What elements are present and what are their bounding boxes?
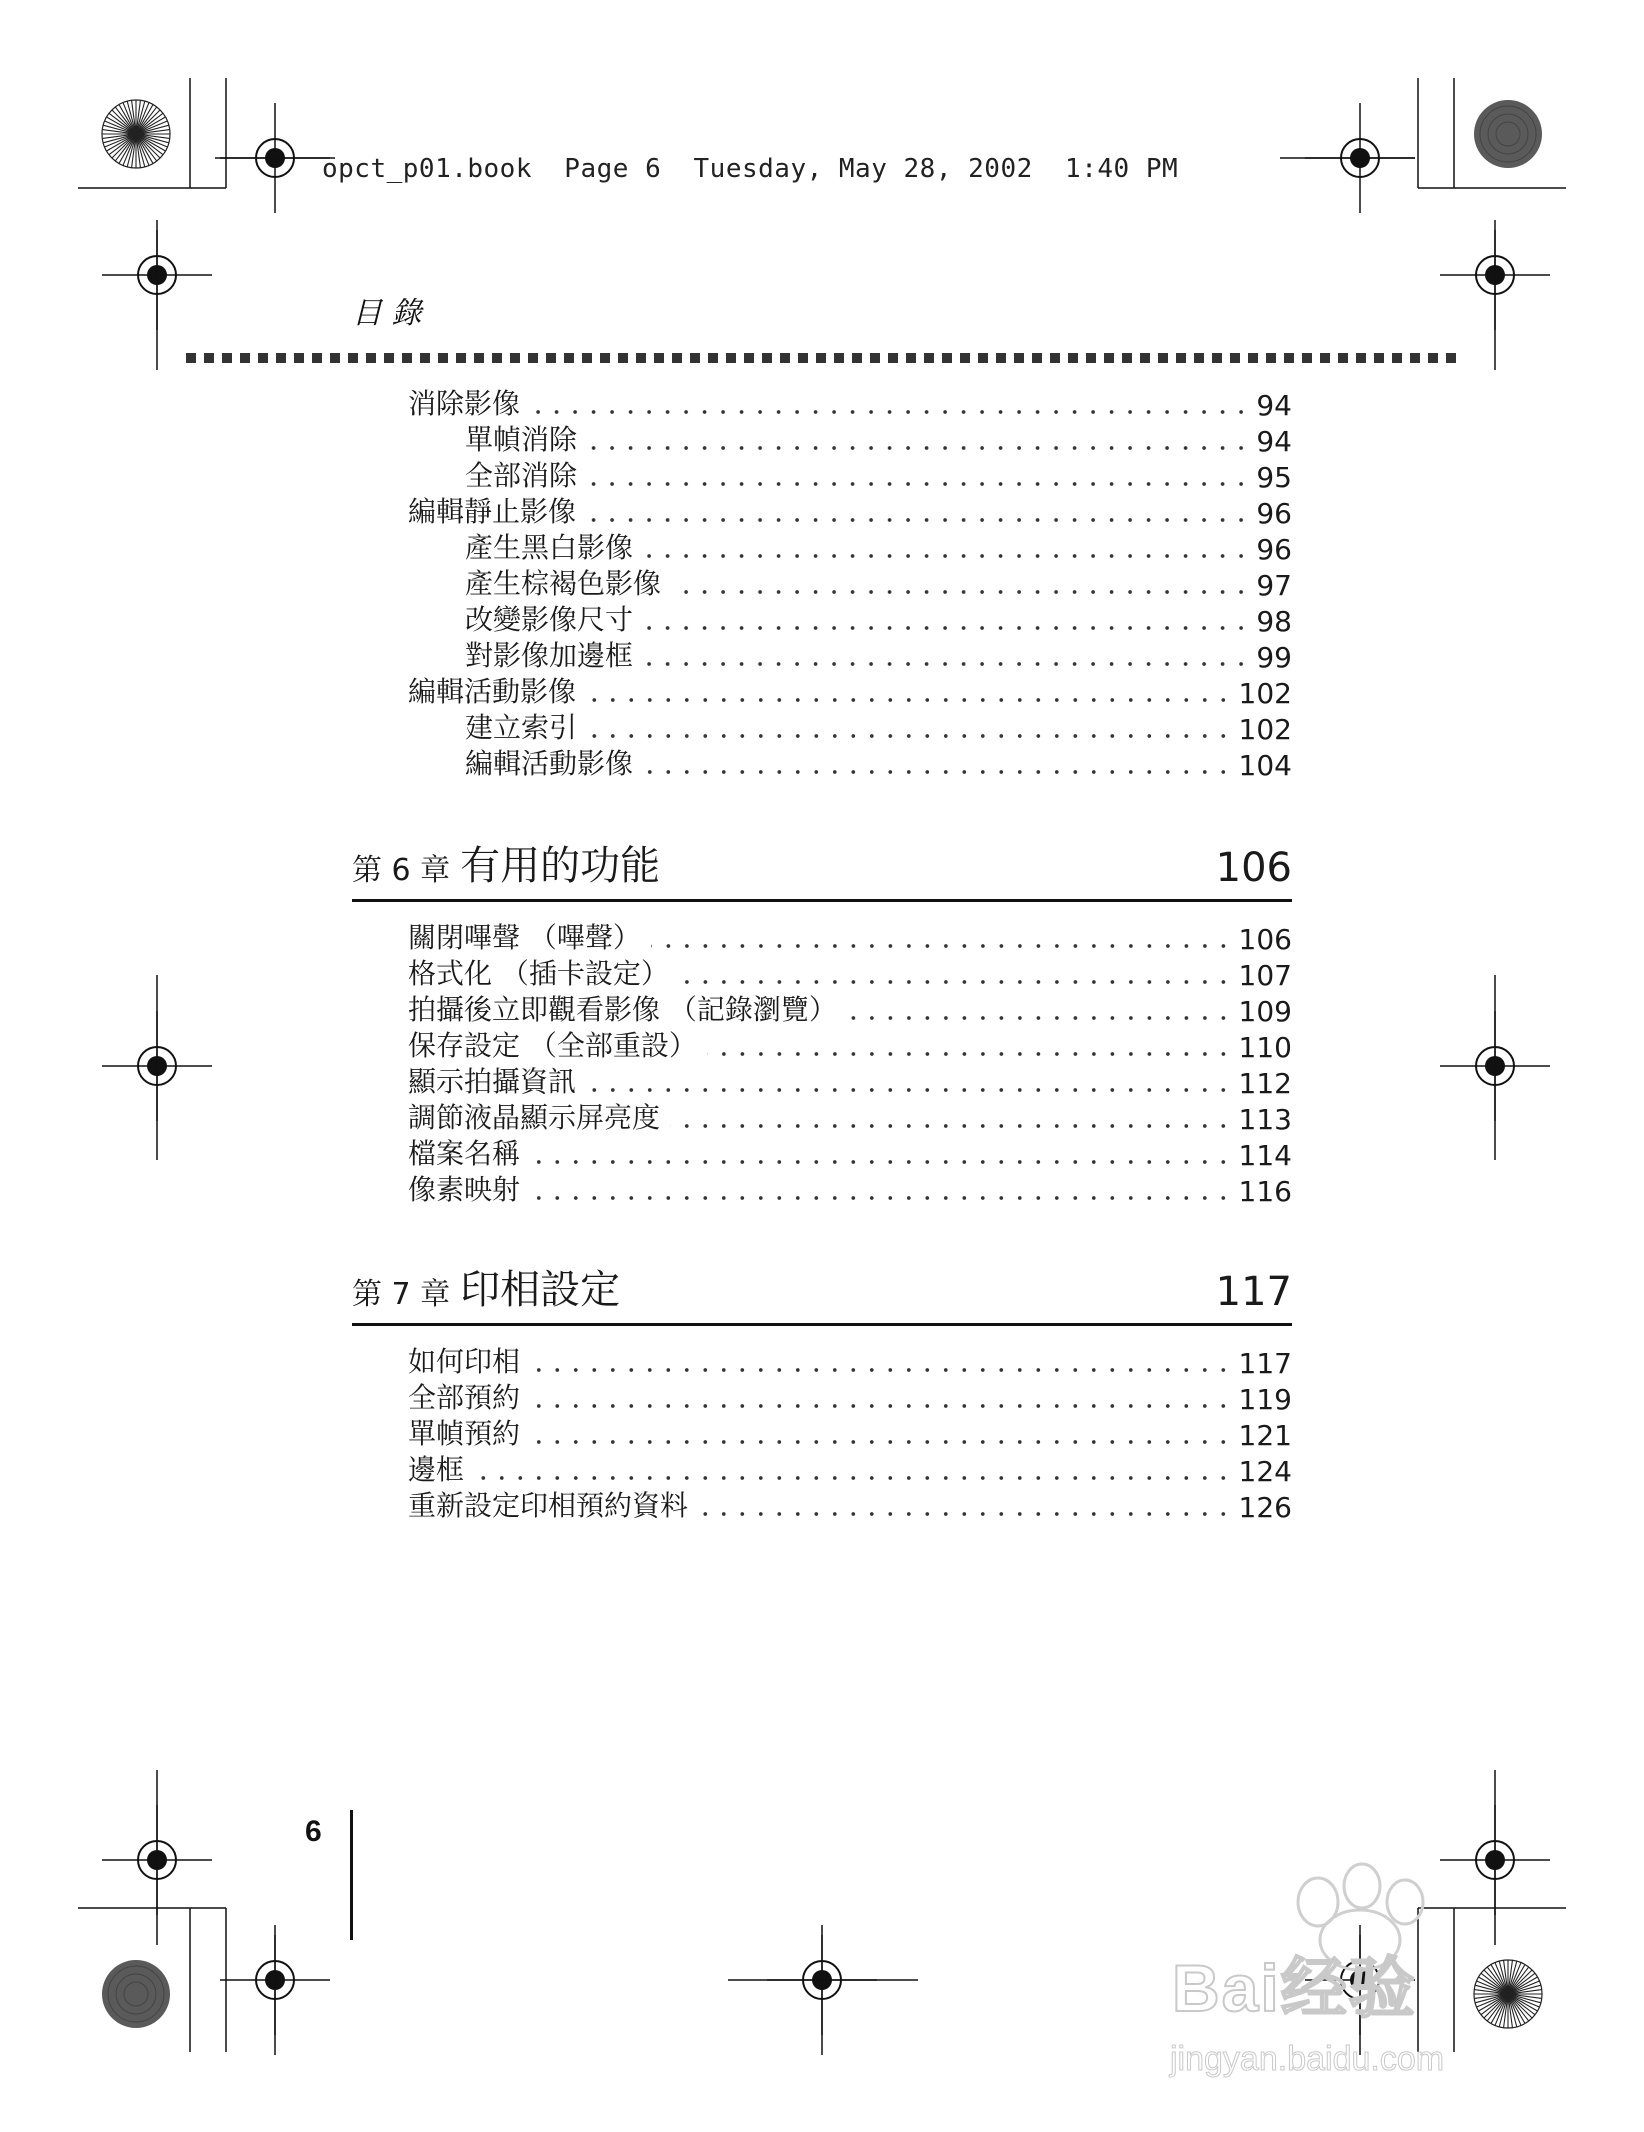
toc-leader-dots	[587, 445, 1250, 451]
toc-entry-label: 像素映射	[408, 1173, 521, 1206]
watermark-logo: Bai经验	[1172, 1951, 1417, 2025]
toc-entry-page: 112	[1238, 1067, 1292, 1100]
chapter-page: 106	[1215, 845, 1292, 891]
toc-entry-page: 94	[1256, 389, 1292, 422]
toc-entry-page: 95	[1256, 461, 1292, 494]
toc-leader-dots	[643, 625, 1250, 631]
toc-entry-page: 94	[1256, 425, 1292, 458]
toc-entry-page: 110	[1238, 1031, 1292, 1064]
toc-entry-label: 產生棕褐色影像	[465, 567, 662, 600]
toc-entry-label: 全部預約	[408, 1381, 521, 1414]
chapter-page: 117	[1215, 1269, 1292, 1315]
toc-entry	[408, 1488, 1292, 1524]
toc-entry-label: 全部消除	[465, 459, 578, 492]
toc-leader-dots	[530, 1159, 1233, 1165]
toc-leader-dots	[643, 769, 1233, 775]
toc-entry	[408, 992, 1292, 1028]
toc-entry-page: 96	[1256, 497, 1292, 530]
toc-subentry	[465, 638, 1292, 674]
running-head: 目 錄	[352, 296, 422, 331]
toc-leader-dots	[530, 409, 1250, 415]
toc-entry-page: 106	[1238, 923, 1292, 956]
toc-entry	[408, 956, 1292, 992]
toc-leader-dots	[530, 1367, 1233, 1373]
toc-leader-dots	[679, 979, 1233, 985]
chapter-title: 有用的功能	[460, 843, 661, 889]
print-header: opct_p01.book Page 6 Tuesday, May 28, 2002 1:40 PM	[322, 154, 1179, 184]
toc-leader-dots	[671, 589, 1250, 595]
toc-leader-dots	[707, 1051, 1233, 1057]
toc-entry-label: 建立索引	[465, 711, 578, 744]
chapter-title: 印相設定	[460, 1267, 621, 1313]
toc-entry-page: 113	[1238, 1103, 1292, 1136]
toc-entry-page: 126	[1238, 1491, 1292, 1524]
toc-leader-dots	[587, 733, 1233, 739]
watermark-url: jingyan.baidu.com	[1170, 2040, 1445, 2078]
toc-leader-dots	[586, 1087, 1233, 1093]
toc-entry	[408, 1380, 1292, 1416]
toc-entry-label: 對影像加邊框	[465, 639, 634, 672]
toc-entry-page: 121	[1238, 1419, 1292, 1452]
toc-entry-label: 保存設定 （全部重設）	[408, 1029, 697, 1062]
toc-entry-page: 96	[1256, 533, 1292, 566]
toc-entry	[408, 1344, 1292, 1380]
toc-entry-page: 116	[1238, 1175, 1292, 1208]
toc-entry-label: 調節液晶顯示屏亮度	[408, 1101, 661, 1134]
toc-entry	[408, 386, 1292, 422]
toc-entry-label: 編輯活動影像	[465, 747, 634, 780]
toc-entry	[408, 674, 1292, 710]
chapter-heading-6	[352, 843, 1292, 902]
toc-entry-label: 重新設定印相預約資料	[408, 1489, 689, 1522]
toc-entry-label: 檔案名稱	[408, 1137, 521, 1170]
toc-entry-label: 關閉嗶聲 （嗶聲）	[408, 921, 641, 954]
toc-entry-page: 107	[1238, 959, 1292, 992]
toc-entry-label: 如何印相	[408, 1345, 521, 1378]
toc-entry-page: 119	[1238, 1383, 1292, 1416]
toc-entry	[408, 1100, 1292, 1136]
toc-entry-label: 單幀預約	[408, 1417, 521, 1450]
toc-entry-page: 102	[1238, 713, 1292, 746]
toc-subentry	[465, 458, 1292, 494]
toc-leader-dots	[670, 1123, 1233, 1129]
toc-leader-dots	[530, 1403, 1233, 1409]
toc-entry-page: 114	[1238, 1139, 1292, 1172]
toc-subentry	[465, 746, 1292, 782]
toc-entry-page: 104	[1238, 749, 1292, 782]
toc-entry	[408, 1452, 1292, 1488]
toc-entry	[408, 1028, 1292, 1064]
toc-entry-label: 拍攝後立即觀看影像 （記錄瀏覽）	[408, 993, 837, 1026]
toc-entry-page: 109	[1238, 995, 1292, 1028]
toc-entry-page: 117	[1238, 1347, 1292, 1380]
toc-leader-dots	[586, 517, 1250, 523]
toc-entry-label: 顯示拍攝資訊	[408, 1065, 577, 1098]
page-number: 6	[305, 1815, 322, 1848]
dashed-rule	[186, 353, 1460, 363]
toc-leader-dots	[651, 943, 1233, 949]
toc-entry	[408, 1172, 1292, 1208]
toc-entry	[408, 920, 1292, 956]
toc-entry-page: 124	[1238, 1455, 1292, 1488]
toc-entry	[408, 1064, 1292, 1100]
toc-leader-dots	[643, 553, 1250, 559]
toc-entry-label: 編輯活動影像	[408, 675, 577, 708]
toc-entry	[408, 1416, 1292, 1452]
toc-entry-page: 97	[1256, 569, 1292, 602]
toc-entry-label: 消除影像	[408, 387, 521, 420]
toc-subentry	[465, 530, 1292, 566]
chapter-heading-7	[352, 1267, 1292, 1326]
toc-leader-dots	[698, 1511, 1233, 1517]
toc-entry-page: 99	[1256, 641, 1292, 674]
toc-subentry	[465, 422, 1292, 458]
chapter-number: 第 6 章	[352, 853, 451, 888]
toc-entry-page: 98	[1256, 605, 1292, 638]
toc-leader-dots	[847, 1015, 1233, 1021]
toc-subentry	[465, 710, 1292, 746]
toc-entry-label: 改變影像尺寸	[465, 603, 634, 636]
toc-entry-label: 單幀消除	[465, 423, 578, 456]
toc-subentry	[465, 602, 1292, 638]
toc-entry-page: 102	[1238, 677, 1292, 710]
toc-entry	[408, 1136, 1292, 1172]
toc-subentry	[465, 566, 1292, 602]
toc-leader-dots	[530, 1195, 1233, 1201]
toc-leader-dots	[474, 1475, 1233, 1481]
chapter-number: 第 7 章	[352, 1277, 451, 1312]
toc-entry-label: 格式化 （插卡設定）	[408, 957, 669, 990]
page-number-bar	[350, 1810, 353, 1940]
toc-leader-dots	[586, 697, 1233, 703]
toc-leader-dots	[643, 661, 1250, 667]
toc-leader-dots	[587, 481, 1250, 487]
toc-leader-dots	[530, 1439, 1233, 1445]
toc-entry-label: 產生黑白影像	[465, 531, 634, 564]
toc-entry-label: 編輯靜止影像	[408, 495, 577, 528]
toc-entry	[408, 494, 1292, 530]
toc-entry-label: 邊框	[408, 1453, 465, 1486]
